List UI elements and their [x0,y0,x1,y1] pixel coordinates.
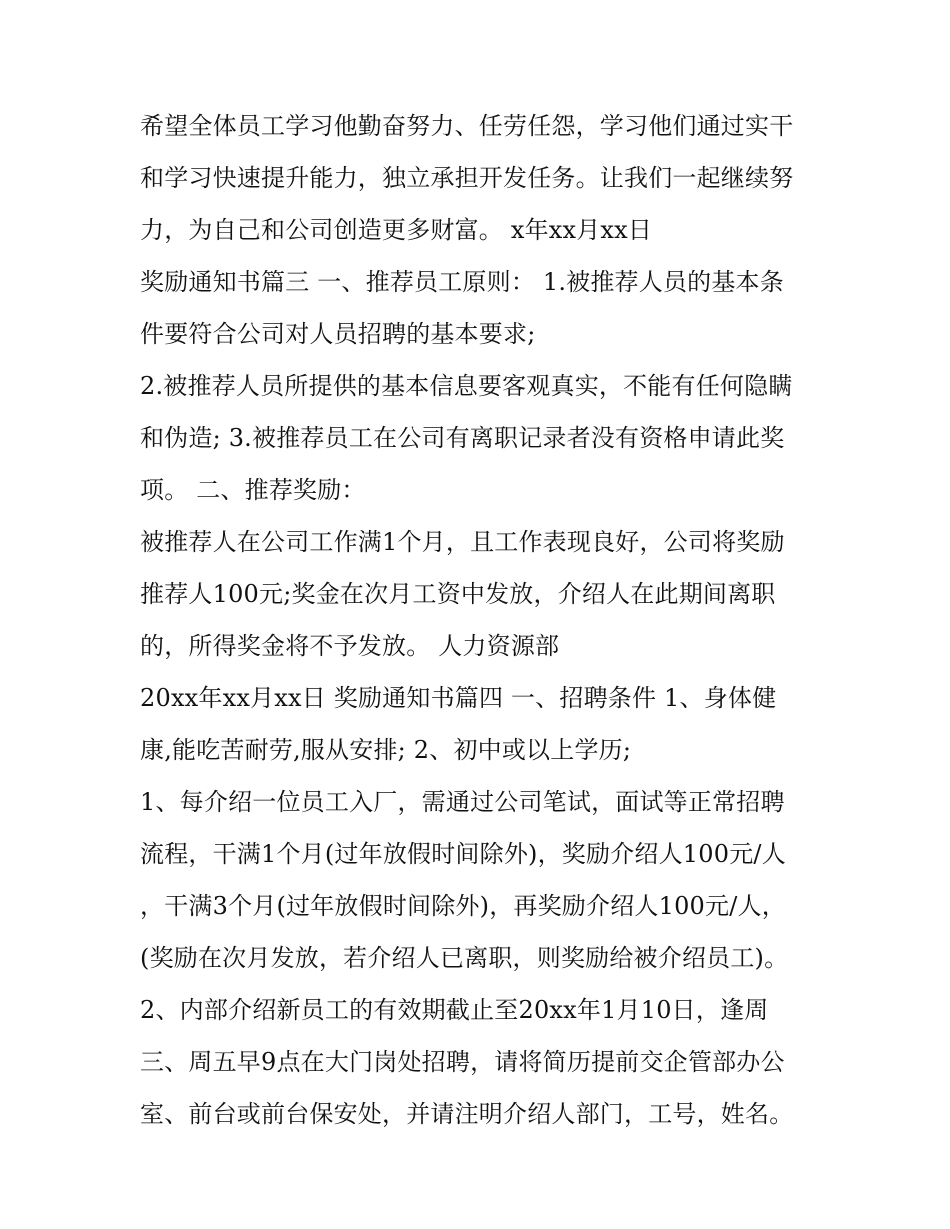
text-line: 流程，干满1个月(过年放假时间除外)，奖励介绍人100元/人 [140,840,786,868]
text-line: 和学习快速提升能力，独立承担开发任务。让我们一起继续努 [140,164,794,192]
text-line: 被推荐人在公司工作满1个月，且工作表现良好，公司将奖励 [140,528,785,556]
text-line: (奖励在次月发放，若介绍人已离职，则奖励给被介绍员工)。 [140,944,789,972]
text-line: 力，为自己和公司创造更多财富。 x年xx月xx日 [140,216,653,244]
text-line: ，干满3个月(过年放假时间除外)，再奖励介绍人100元/人， [140,892,786,920]
document-body [140,100,820,1140]
text-line: 的，所得奖金将不予发放。 人力资源部 [140,632,560,660]
text-line: 康,能吃苦耐劳,服从安排; 2、初中或以上学历; [140,736,632,764]
text-line: 1、每介绍一位员工入厂，需通过公司笔试，面试等正常招聘 [140,788,785,816]
text-line: 件要符合公司对人员招聘的基本要求; [140,320,536,348]
text-line: 2、内部介绍新员工的有效期截止至20xx年1月10日，逢周 [140,996,769,1024]
text-line: 和伪造; 3.被推荐员工在公司有离职记录者没有资格申请此奖 [140,424,785,452]
text-line: 三、周五早9点在大门岗处招聘，请将简历提前交企管部办公 [140,1048,785,1076]
text-line: 推荐人100元;奖金在次月工资中发放，介绍人在此期间离职 [140,580,776,608]
text-line: 项。 二、推荐奖励： [140,476,366,504]
text-line: 2.被推荐人员所提供的基本信息要客观真实，不能有任何隐瞒 [140,372,793,400]
text-line: 室、前台或前台保安处，并请注明介绍人部门，工号，姓名。 [140,1100,794,1128]
text-line: 希望全体员工学习他勤奋努力、任劳任怨，学习他们通过实干 [140,112,794,140]
text-line: 20xx年xx月xx日 奖励通知书篇四 一、招聘条件 1、身体健 [140,684,777,712]
text-line: 奖励通知书篇三 一、推荐员工原则： 1.被推荐人员的基本条 [140,268,784,296]
